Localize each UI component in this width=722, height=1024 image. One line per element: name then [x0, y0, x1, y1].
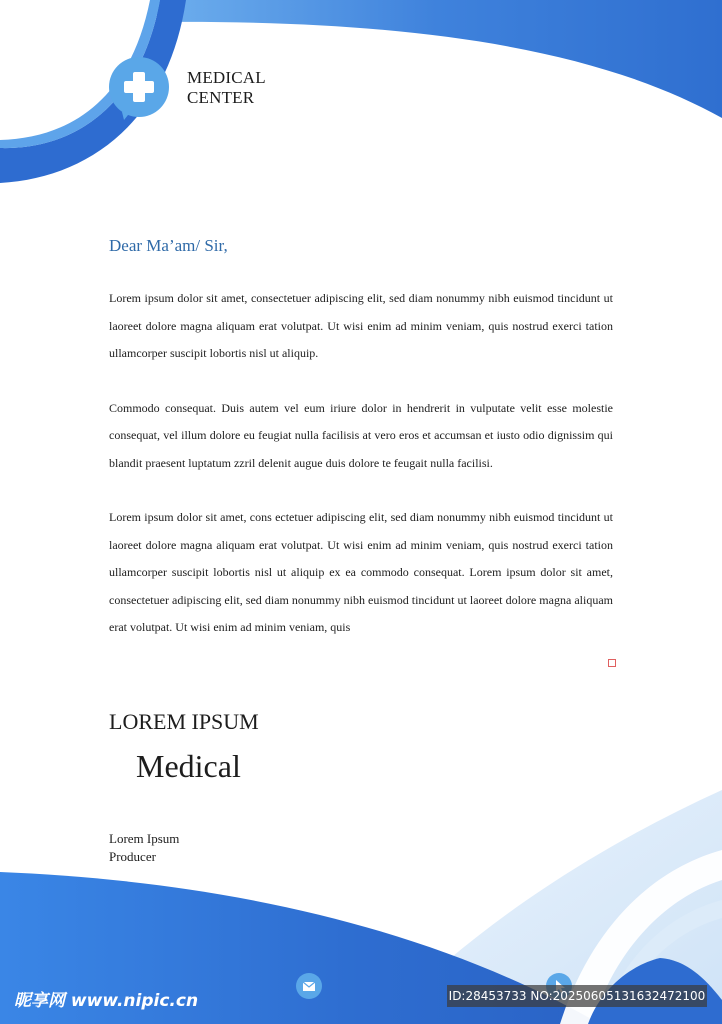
signature-block — [109, 830, 179, 866]
brand-line-2: CENTER — [187, 88, 255, 107]
medical-cross-icon — [108, 54, 170, 124]
brand-name — [187, 68, 266, 108]
overflow-marker — [608, 659, 616, 667]
letter-body — [109, 285, 613, 642]
greeting: Dear Ma’am/ Sir, — [109, 236, 228, 255]
brand-line-1: MEDICAL — [187, 68, 266, 87]
signature-script: Medical — [136, 748, 241, 784]
watermark-site: 昵享网 www.nipic.cn — [14, 991, 199, 1011]
paragraph-2: Commodo consequat. Duis autem vel eum iriure dolor in hendrerit in vulputate velit esse molestie consequat, vel illum dolore eu feugiat nulla facilisis at vero eros et accumsan et iusto odio dignissim qui blandit praesent luptatum zzril delenit augue duis dolore te feugait nulla facilisi. — [109, 400, 613, 470]
paragraph-1: Lorem ipsum dolor sit amet, consectetuer adipiscing elit, sed diam nonummy nibh euismod tincidunt ut laoreet dolore magna aliquam erat volutpat. Ut wisi enim ad minim veniam, quis nostrud exerci tation ullamcorper suscipit lobortis nisl ut aliquip. — [109, 291, 613, 360]
signature-role: Producer — [109, 849, 156, 864]
watermark-id: ID:28453733 NO:20250605131632472100 — [447, 985, 707, 1007]
signature-title: LOREM IPSUM — [109, 709, 259, 734]
mail-icon[interactable] — [296, 973, 322, 999]
signature-name: Lorem Ipsum — [109, 831, 180, 846]
paragraph-3: Lorem ipsum dolor sit amet, cons ectetuer adipiscing elit, sed diam nonummy nibh euismod tincidunt ut laoreet dolore magna aliquam erat volutpat. Ut wisi enim ad minim veniam, quis nostrud exerci tation ullamcorper suscipit lobortis nisl ut aliquip ex ea commodo consequat. Lorem ipsum dolor sit amet, consectetuer adipiscing elit, sed diam nonummy nibh euismod tincidunt ut laoreet dolore magna aliquam erat volutpat. Ut wisi enim ad minim veniam, quis — [109, 510, 613, 634]
